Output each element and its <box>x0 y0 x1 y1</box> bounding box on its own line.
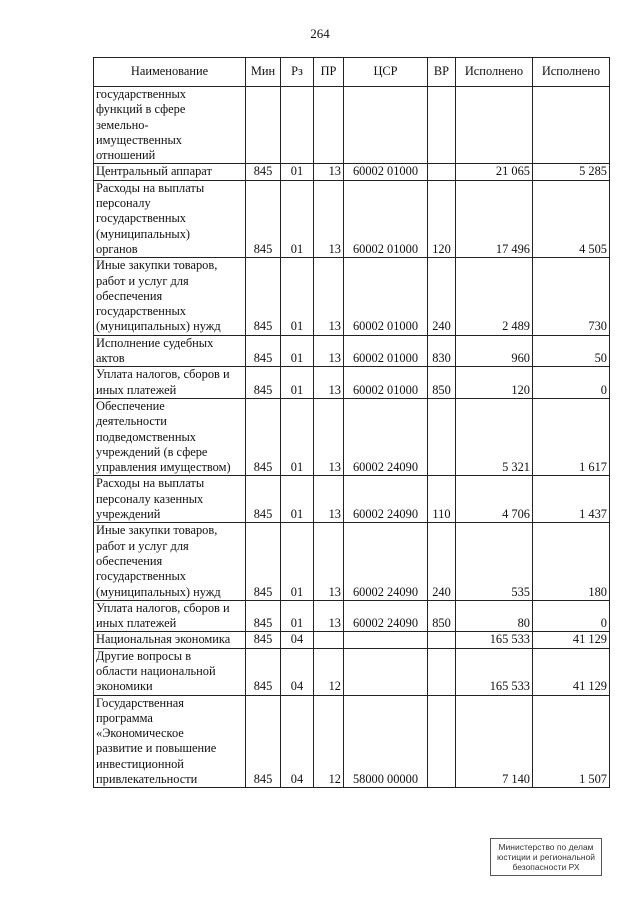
cell-pr: 13 <box>314 398 344 475</box>
table-body <box>94 87 610 788</box>
cell-name: государственных функций в сфере земельно- имущественных отношений <box>94 87 246 164</box>
cell-pr: 12 <box>314 695 344 788</box>
cell-executed-2: 1 437 <box>533 476 610 523</box>
header-vr: ВР <box>428 58 456 87</box>
table-row <box>94 367 610 399</box>
cell-name: Расходы на выплаты персоналу государственных (муниципальных) органов <box>94 180 246 257</box>
cell-csr: 60002 01000 <box>344 164 428 180</box>
cell-min: 845 <box>246 695 281 788</box>
ministry-stamp <box>490 838 602 876</box>
cell-executed-2 <box>533 87 610 164</box>
cell-csr: 60002 01000 <box>344 335 428 367</box>
cell-executed-1 <box>456 87 533 164</box>
cell-executed-2: 1 507 <box>533 695 610 788</box>
cell-rz: 01 <box>281 335 314 367</box>
cell-name: Уплата налогов, сборов и иных платежей <box>94 367 246 399</box>
cell-csr <box>344 632 428 648</box>
cell-pr: 13 <box>314 476 344 523</box>
table-header <box>94 58 610 87</box>
cell-name: Другие вопросы в области национальной экономики <box>94 648 246 695</box>
cell-pr <box>314 632 344 648</box>
stamp-line: юстиции и региональной <box>496 852 596 862</box>
budget-table <box>93 57 610 788</box>
cell-rz: 01 <box>281 164 314 180</box>
cell-executed-1: 80 <box>456 600 533 632</box>
cell-min <box>246 87 281 164</box>
cell-vr: 240 <box>428 258 456 335</box>
cell-rz: 04 <box>281 648 314 695</box>
table-row <box>94 335 610 367</box>
table-row <box>94 476 610 523</box>
cell-name: Уплата налогов, сборов и иных платежей <box>94 600 246 632</box>
cell-pr: 13 <box>314 523 344 600</box>
cell-executed-1: 21 065 <box>456 164 533 180</box>
cell-vr <box>428 398 456 475</box>
cell-executed-1: 2 489 <box>456 258 533 335</box>
cell-vr <box>428 164 456 180</box>
cell-vr: 120 <box>428 180 456 257</box>
header-rz: Рз <box>281 58 314 87</box>
cell-name: Исполнение судебных актов <box>94 335 246 367</box>
cell-executed-1: 535 <box>456 523 533 600</box>
cell-min: 845 <box>246 600 281 632</box>
page-number: 264 <box>310 26 330 41</box>
cell-executed-2: 730 <box>533 258 610 335</box>
cell-pr: 13 <box>314 335 344 367</box>
table-row <box>94 398 610 475</box>
cell-csr: 60002 24090 <box>344 398 428 475</box>
cell-vr: 850 <box>428 367 456 399</box>
cell-min: 845 <box>246 258 281 335</box>
cell-csr: 60002 01000 <box>344 367 428 399</box>
cell-rz: 01 <box>281 523 314 600</box>
cell-executed-1: 960 <box>456 335 533 367</box>
cell-name: Расходы на выплаты персоналу казенных учреждений <box>94 476 246 523</box>
cell-min: 845 <box>246 335 281 367</box>
cell-rz: 01 <box>281 398 314 475</box>
cell-executed-1: 5 321 <box>456 398 533 475</box>
cell-csr: 58000 00000 <box>344 695 428 788</box>
cell-vr: 850 <box>428 600 456 632</box>
cell-executed-1: 165 533 <box>456 648 533 695</box>
cell-executed-1: 4 706 <box>456 476 533 523</box>
cell-min: 845 <box>246 164 281 180</box>
cell-pr <box>314 87 344 164</box>
cell-pr: 13 <box>314 600 344 632</box>
cell-min: 845 <box>246 367 281 399</box>
table-row <box>94 695 610 788</box>
cell-rz <box>281 87 314 164</box>
cell-executed-1: 165 533 <box>456 632 533 648</box>
cell-name: Иные закупки товаров, работ и услуг для обеспечения государственных (муниципальных) нужд <box>94 258 246 335</box>
stamp-line: безопасности РХ <box>512 862 580 872</box>
table-row <box>94 632 610 648</box>
cell-min: 845 <box>246 180 281 257</box>
cell-min: 845 <box>246 476 281 523</box>
header-executed-1: Исполнено <box>456 58 533 87</box>
cell-executed-2: 50 <box>533 335 610 367</box>
table-row <box>94 180 610 257</box>
table-row <box>94 87 610 164</box>
cell-pr: 13 <box>314 180 344 257</box>
table-row <box>94 648 610 695</box>
cell-min: 845 <box>246 632 281 648</box>
cell-min: 845 <box>246 648 281 695</box>
cell-name: Государственная программа «Экономическое развитие и повышение инвестиционной привлекательности <box>94 695 246 788</box>
table-row <box>94 523 610 600</box>
cell-rz: 01 <box>281 258 314 335</box>
cell-executed-2: 0 <box>533 600 610 632</box>
header-executed-2: Исполнено <box>533 58 610 87</box>
cell-vr <box>428 648 456 695</box>
cell-rz: 01 <box>281 476 314 523</box>
table-row <box>94 600 610 632</box>
cell-executed-2: 5 285 <box>533 164 610 180</box>
table-row <box>94 258 610 335</box>
cell-vr <box>428 695 456 788</box>
cell-pr: 13 <box>314 164 344 180</box>
cell-executed-2: 4 505 <box>533 180 610 257</box>
cell-csr: 60002 01000 <box>344 180 428 257</box>
cell-name: Иные закупки товаров, работ и услуг для обеспечения государственных (муниципальных) нужд <box>94 523 246 600</box>
cell-name: Обеспечение деятельности подведомственных учреждений (в сфере управления имуществом) <box>94 398 246 475</box>
cell-executed-1: 7 140 <box>456 695 533 788</box>
cell-csr <box>344 648 428 695</box>
cell-executed-2: 0 <box>533 367 610 399</box>
cell-vr: 830 <box>428 335 456 367</box>
cell-executed-2: 180 <box>533 523 610 600</box>
cell-name: Центральный аппарат <box>94 164 246 180</box>
cell-csr: 60002 24090 <box>344 600 428 632</box>
header-min: Мин <box>246 58 281 87</box>
cell-rz: 04 <box>281 695 314 788</box>
cell-pr: 13 <box>314 258 344 335</box>
cell-csr: 60002 24090 <box>344 523 428 600</box>
cell-pr: 12 <box>314 648 344 695</box>
stamp-line: Министерство по делам <box>498 842 594 852</box>
header-name: Наименование <box>94 58 246 87</box>
cell-csr: 60002 24090 <box>344 476 428 523</box>
cell-rz: 01 <box>281 367 314 399</box>
cell-vr <box>428 632 456 648</box>
header-row <box>94 58 610 87</box>
cell-min: 845 <box>246 523 281 600</box>
header-pr: ПР <box>314 58 344 87</box>
header-csr: ЦСР <box>344 58 428 87</box>
table-row <box>94 164 610 180</box>
cell-name: Национальная экономика <box>94 632 246 648</box>
cell-min: 845 <box>246 398 281 475</box>
cell-executed-2: 1 617 <box>533 398 610 475</box>
cell-pr: 13 <box>314 367 344 399</box>
cell-vr <box>428 87 456 164</box>
cell-executed-1: 17 496 <box>456 180 533 257</box>
cell-rz: 01 <box>281 180 314 257</box>
cell-vr: 110 <box>428 476 456 523</box>
cell-vr: 240 <box>428 523 456 600</box>
cell-executed-2: 41 129 <box>533 648 610 695</box>
cell-csr <box>344 87 428 164</box>
cell-rz: 01 <box>281 600 314 632</box>
cell-rz: 04 <box>281 632 314 648</box>
cell-executed-2: 41 129 <box>533 632 610 648</box>
cell-executed-1: 120 <box>456 367 533 399</box>
cell-csr: 60002 01000 <box>344 258 428 335</box>
